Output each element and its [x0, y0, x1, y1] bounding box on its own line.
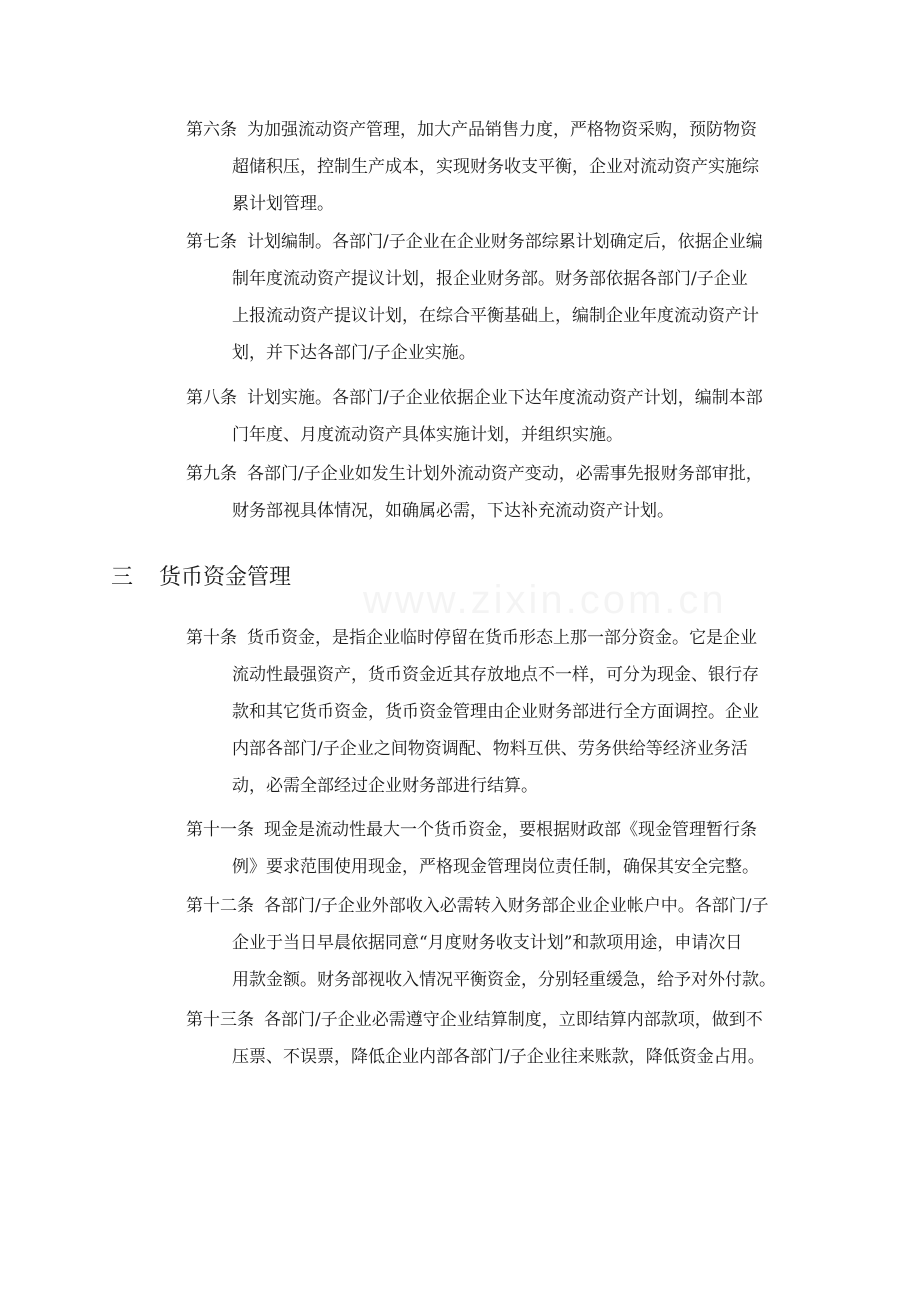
article-text-line: 财务部视具体情况，如确属必需，下达补充流动资产计划。 — [232, 501, 674, 521]
article-label: 第八条 — [186, 388, 237, 408]
article-7 — [186, 224, 826, 372]
article-label: 第十条 — [186, 628, 237, 648]
article-text-line: 上报流动资产提议计划，在综合平衡基础上，编制企业年度流动资产计 — [232, 306, 759, 326]
article-13 — [186, 1002, 826, 1076]
article-label: 第六条 — [186, 120, 237, 140]
article-9 — [186, 456, 826, 530]
article-first-line — [186, 888, 826, 925]
article-first-line — [186, 620, 826, 657]
section-number: 三 — [111, 565, 134, 590]
article-text: 为加强流动资产管理，加大产品销售力度，严格物资采购，预防物资 — [247, 120, 757, 140]
article-text: 各部门/子企业必需遵守企业结算制度，立即结算内部款项，做到不 — [264, 1010, 763, 1030]
article-first-line — [186, 224, 826, 261]
article-text: 计划编制。各部门/子企业在企业财务部综累计划确定后，依据企业编 — [247, 232, 763, 252]
article-text: 计划实施。各部门/子企业依据企业下达年度流动资产计划，编制本部 — [247, 388, 763, 408]
article-text-line: 流动性最强资产，货币资金近其存放地点不一样，可分为现金、银行存 — [232, 665, 759, 685]
article-text-line: 内部各部门/子企业之间物资调配、物料互供、劳务供给等经济业务活 — [232, 739, 748, 759]
watermark — [363, 578, 727, 623]
article-8 — [186, 380, 826, 454]
article-label: 第九条 — [186, 464, 237, 484]
article-label: 第十三条 — [186, 1010, 254, 1030]
article-text-line: 企业于当日早晨依据同意“月度财务收支计划”和款项用途，申请次日 — [232, 933, 743, 953]
article-text-line: 压票、不误票，降低企业内部各部门/子企业往来账款，降低资金占用。 — [232, 1047, 765, 1067]
article-text-line: 用款金额。财务部视收入情况平衡资金，分别轻重缓急，给予对外付款。 — [232, 970, 776, 990]
article-text-line: 划，并下达各部门/子企业实施。 — [232, 343, 476, 363]
article-first-line — [186, 812, 826, 849]
article-label: 第七条 — [186, 232, 237, 252]
article-first-line — [186, 1002, 826, 1039]
article-text: 各部门/子企业如发生计划外流动资产变动，必需事先报财务部审批， — [247, 464, 763, 484]
section-title: 货币资金管理 — [159, 565, 292, 590]
article-first-line — [186, 380, 826, 417]
article-text-line: 制年度流动资产提议计划，报企业财务部。财务部依据各部门/子企业 — [232, 269, 748, 289]
article-first-line — [186, 112, 826, 149]
article-text: 货币资金，是指企业临时停留在货币形态上那一部分资金。它是企业 — [247, 628, 757, 648]
article-first-line — [186, 456, 826, 493]
article-text-line: 款和其它货币资金，货币资金管理由企业财务部进行全方面调控。企业 — [232, 702, 759, 722]
article-text-line: 门年度、月度流动资产具体实施计划，并组织实施。 — [232, 425, 623, 445]
article-text: 各部门/子企业外部收入必需转入财务部企业企业帐户中。各部门/子 — [264, 896, 769, 916]
article-text-line: 累计划管理。 — [232, 194, 334, 214]
article-label: 第十一条 — [186, 820, 254, 840]
article-12 — [186, 888, 826, 999]
article-text-line: 超储积压，控制生产成本，实现财务收支平衡，企业对流动资产实施综 — [232, 157, 759, 177]
article-text: 现金是流动性最大一个货币资金，要根据财政部《现金管理暂行条 — [264, 820, 757, 840]
article-text-line: 动，必需全部经过企业财务部进行结算。 — [232, 776, 538, 796]
article-10 — [186, 620, 826, 805]
article-6 — [186, 112, 826, 223]
section-heading — [111, 558, 291, 598]
article-11 — [186, 812, 826, 886]
article-label: 第十二条 — [186, 896, 254, 916]
article-text-line: 例》要求范围使用现金，严格现金管理岗位责任制，确保其安全完整。 — [232, 857, 759, 877]
